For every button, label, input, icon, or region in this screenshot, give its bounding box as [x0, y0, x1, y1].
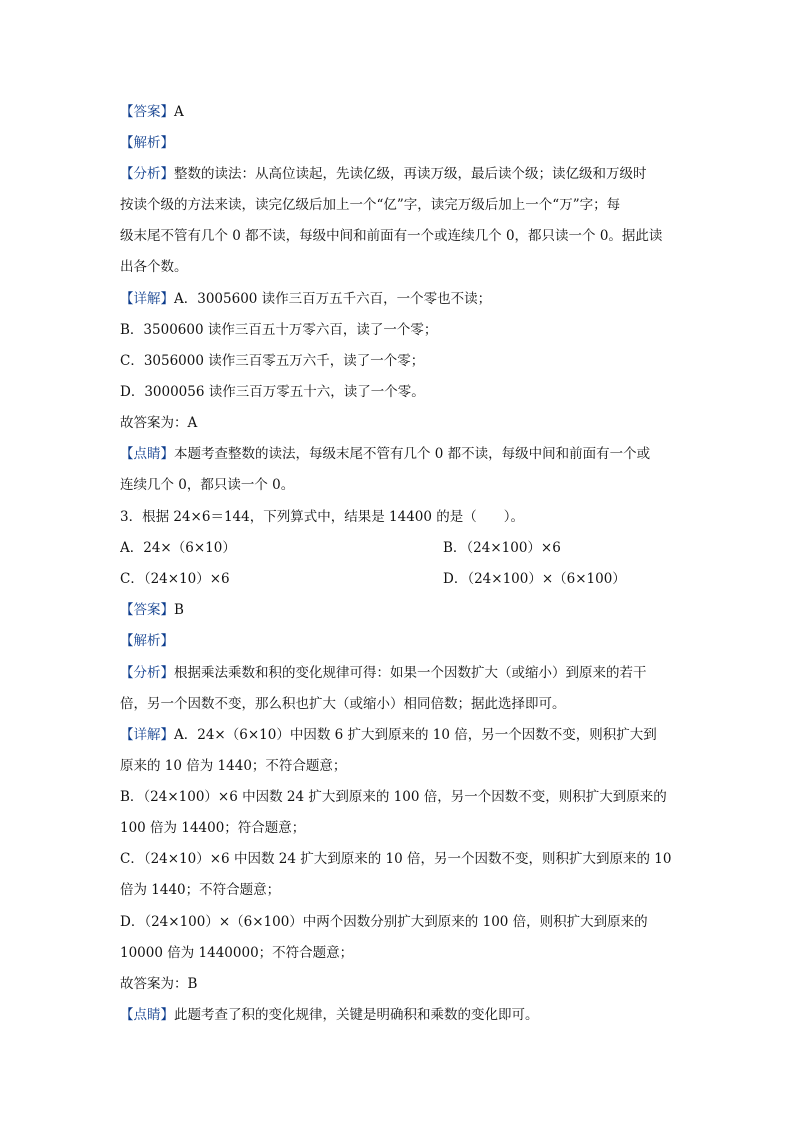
answer-text: B [174, 602, 184, 618]
q2-analysis-line-4: 出各个数。 [120, 259, 188, 275]
detail-tag: 【详解】 [120, 727, 174, 743]
answer-text: A [174, 104, 184, 120]
q2-conclusion: 故答案为：A [120, 415, 198, 431]
q3-detail-line-1 [120, 725, 680, 745]
detail-tag: 【详解】 [120, 291, 174, 307]
q3-option-c: C．（24×10）×6 [120, 571, 230, 587]
q3-detail-line-2: 原来的 10 倍为 1440；不符合题意； [120, 758, 347, 774]
q3-detail-line-4: 100 倍为 14400；符合题意； [120, 820, 306, 836]
q3-comment-line-1 [120, 1005, 680, 1025]
q3-detail-line-5: C．（24×10）×6 中因数 24 扩大到原来的 10 倍，另一个因数不变，则积扩大到原来的 10 [120, 851, 672, 867]
q2-comment-line-2: 连续几个 0，都只读一个 0。 [120, 477, 295, 493]
comment-text: 本题考查整数的读法，每级末尾不管有几个 0 都不读，每级中间和前面有一个或 [174, 446, 651, 462]
q2-detail-line-1 [120, 289, 680, 309]
analysis-tag: 【分析】 [120, 166, 174, 182]
q3-option-d: D．（24×100）×（6×100） [443, 571, 626, 587]
q3-analysis-line-1 [120, 663, 680, 683]
q3-option-b: B．（24×100）×6 [443, 540, 561, 556]
analysis-text: 根据乘法乘数和积的变化规律可得：如果一个因数扩大（或缩小）到原来的若干 [174, 665, 647, 681]
detail-text: A．3005600 读作三百万五千六百，一个零也不读； [174, 291, 492, 307]
q3-analysis-header: 【解析】 [120, 633, 174, 649]
q3-detail-line-7: D．（24×100）×（6×100）中两个因数分别扩大到原来的 100 倍，则积扩大到原来的 [120, 914, 648, 930]
q3-option-a: A．24×（6×10） [120, 540, 236, 556]
q2-comment-line-1 [120, 444, 680, 464]
comment-text: 此题考查了积的变化规律，关键是明确积和乘数的变化即可。 [174, 1007, 539, 1023]
q2-detail-line-2: B．3500600 读作三百五十万零六百，读了一个零； [120, 322, 438, 338]
q2-analysis-line-2: 按读个级的方法来读，读完亿级后加上一个“亿”字，读完万级后加上一个“万”字；每 [120, 197, 621, 213]
comment-tag: 【点睛】 [120, 1007, 174, 1023]
q2-answer [120, 102, 680, 122]
q2-analysis-header: 【解析】 [120, 135, 174, 151]
q3-detail-line-8: 10000 倍为 1440000；不符合题意； [120, 945, 354, 961]
q3-conclusion: 故答案为：B [120, 976, 198, 992]
detail-text: A．24×（6×10）中因数 6 扩大到原来的 10 倍，另一个因数不变，则积扩大到 [174, 727, 657, 743]
q2-detail-line-3: C．3056000 读作三百零五万六千，读了一个零； [120, 353, 425, 369]
answer-tag: 【答案】 [120, 104, 174, 120]
q2-analysis-line-1 [120, 164, 680, 184]
q2-detail-line-4: D．3000056 读作三百万零五十六，读了一个零。 [120, 384, 425, 400]
q3-detail-line-6: 倍为 1440；不符合题意； [120, 882, 281, 898]
q3-analysis-line-2: 倍，另一个因数不变，那么积也扩大（或缩小）相同倍数；据此选择即可。 [120, 696, 566, 712]
q2-analysis-line-3: 级末尾不管有几个 0 都不读，每级中间和前面有一个或连续几个 0，都只读一个 0。据此读 [120, 228, 663, 244]
analysis-tag: 【分析】 [120, 665, 174, 681]
q3-answer [120, 600, 680, 620]
q3-question: 3．根据 24×6＝144，下列算式中，结果是 14400 的是（ ）。 [120, 509, 525, 525]
q3-detail-line-3: B．（24×100）×6 中因数 24 扩大到原来的 100 倍，另一个因数不变，则积扩大到原来的 [120, 789, 667, 805]
answer-tag: 【答案】 [120, 602, 174, 618]
analysis-text: 整数的读法：从高位读起，先读亿级，再读万级，最后读个级；读亿级和万级时 [174, 166, 647, 182]
comment-tag: 【点睛】 [120, 446, 174, 462]
